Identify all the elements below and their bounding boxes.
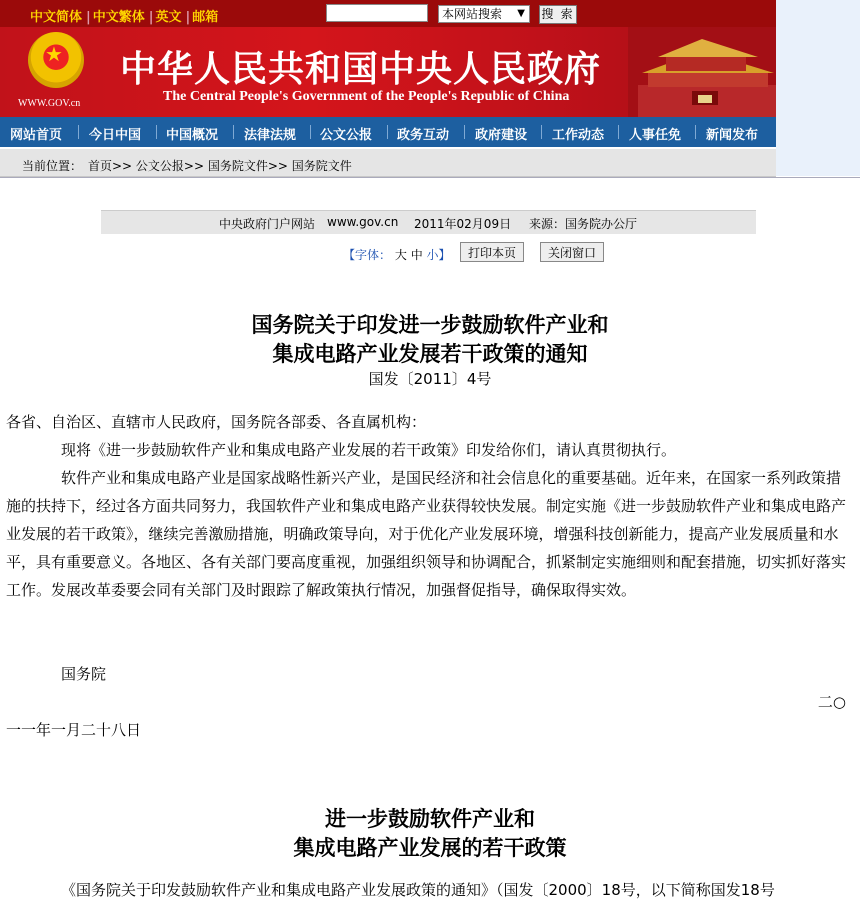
divider bbox=[464, 125, 465, 139]
lang-link-traditional[interactable]: 中文繁体 bbox=[92, 10, 145, 25]
site-title-chinese: 中华人民共和国中央人民政府 bbox=[120, 48, 602, 90]
national-emblem-icon bbox=[28, 32, 84, 88]
font-size-label: 【字体： bbox=[343, 248, 392, 262]
top-utility-bar bbox=[0, 0, 776, 27]
nav-item-china-today[interactable]: 今日中国 bbox=[89, 128, 142, 143]
attachment-title-line-2: 集成电路产业发展的若干政策 bbox=[293, 835, 567, 860]
salutation: 各省、自治区、直辖市人民政府，国务院各部委、各直属机构： bbox=[6, 413, 427, 431]
tiananmen-illustration bbox=[628, 27, 776, 117]
language-links bbox=[30, 6, 220, 25]
meta-source-site: 中央政府门户网站 bbox=[219, 217, 316, 231]
divider bbox=[233, 125, 234, 139]
divider bbox=[695, 125, 696, 139]
divider bbox=[78, 125, 79, 139]
nav-item-work-updates[interactable]: 工作动态 bbox=[552, 128, 605, 143]
close-window-button[interactable]: 关闭窗口 bbox=[540, 242, 604, 262]
nav-item-press[interactable]: 新闻发布 bbox=[706, 128, 759, 143]
nav-item-government-building[interactable]: 政府建设 bbox=[475, 128, 528, 143]
signing-date-part-2: 一一年一月二十八日 bbox=[6, 721, 142, 739]
body-paragraph-1: 现将《进一步鼓励软件产业和集成电路产业发展的若干政策》印发给你们，请认真贯彻执行。 bbox=[61, 441, 677, 459]
search-input[interactable] bbox=[326, 4, 428, 22]
font-size-small[interactable]: 小】 bbox=[426, 248, 451, 262]
search-scope-select[interactable] bbox=[438, 5, 530, 23]
meta-origin: 来源：国务院办公厅 bbox=[529, 217, 638, 231]
breadcrumb bbox=[0, 149, 776, 177]
nav-item-appointments[interactable]: 人事任免 bbox=[629, 128, 682, 143]
lang-link-mail[interactable]: 邮箱 bbox=[192, 10, 219, 25]
attachment-first-paragraph: 《国务院关于印发鼓励软件产业和集成电路产业发展政策的通知》（国发〔2000〕18号，以下简称国发18号 bbox=[61, 881, 775, 899]
font-size-large[interactable]: 大 bbox=[394, 248, 407, 262]
divider bbox=[0, 177, 860, 178]
nav-item-documents[interactable]: 公文公报 bbox=[320, 128, 373, 143]
font-size-controls bbox=[343, 246, 451, 263]
font-size-medium[interactable]: 中 bbox=[410, 248, 423, 262]
nav-item-interaction[interactable]: 政务互动 bbox=[397, 128, 450, 143]
main-navigation bbox=[0, 117, 776, 147]
body-paragraph-2: 软件产业和集成电路产业是国家战略性新兴产业，是国民经济和社会信息化的重要基础。近年来，在国家一系列政策措施的扶持下，经过各方面共同努力，我国软件产业和集成电路产业获得较快发展。制定实施《进一步鼓励软件产业和集成电路产业发展的若干政策》，继续完善激励措施，明确政策导向，对于优化产业发展环境，增强科技创新能力，提高产业发展质量和水平，具有重要意义。各地区、各有关部门要高度重视，加强组织领导和协调配合，抓紧制定实施细则和配套措施，切实抓好落实工作。发展改革委要会同有关部门及时跟踪了解政策执行情况，加强督促指导，确保取得实效。 bbox=[6, 469, 847, 599]
signer: 国务院 bbox=[61, 665, 107, 683]
print-button[interactable]: 打印本页 bbox=[460, 242, 524, 262]
right-background-strip bbox=[776, 0, 860, 176]
site-url: WWW.GOV.cn bbox=[18, 98, 81, 109]
breadcrumb-path[interactable]: 首页>> 公文公报>> 国务院文件>> 国务院文件 bbox=[88, 159, 352, 173]
document-title-line-1: 国务院关于印发进一步鼓励软件产业和 bbox=[251, 312, 609, 337]
divider: | bbox=[148, 10, 154, 25]
divider bbox=[387, 125, 388, 139]
breadcrumb-label: 当前位置： bbox=[22, 159, 83, 173]
lang-link-english[interactable]: 英文 bbox=[155, 10, 182, 25]
meta-date: 2011年02月09日 bbox=[414, 217, 512, 231]
chevron-down-icon: ▼ bbox=[517, 8, 525, 19]
nav-item-china-overview[interactable]: 中国概况 bbox=[166, 128, 219, 143]
divider bbox=[541, 125, 542, 139]
attachment-title-line-1: 进一步鼓励软件产业和 bbox=[325, 806, 535, 831]
article-meta-bar bbox=[101, 210, 756, 234]
nav-item-laws[interactable]: 法律法规 bbox=[244, 128, 297, 143]
divider: | bbox=[86, 10, 91, 25]
document-title-line-2: 集成电路产业发展若干政策的通知 bbox=[272, 341, 588, 366]
nav-item-home[interactable]: 网站首页 bbox=[10, 128, 63, 143]
site-title-english: The Central People's Government of the People's Republic of China bbox=[163, 89, 570, 104]
document-number: 国发〔2011〕4号 bbox=[368, 370, 492, 388]
star-icon: ★ bbox=[45, 42, 63, 66]
search-button[interactable]: 搜 索 bbox=[539, 5, 577, 24]
banner bbox=[0, 27, 776, 117]
lang-link-simplified[interactable]: 中文简体 bbox=[30, 10, 83, 25]
divider bbox=[156, 125, 157, 139]
meta-url: www.gov.cn bbox=[327, 215, 399, 229]
divider: | bbox=[185, 10, 191, 25]
divider bbox=[310, 125, 311, 139]
search-scope-value: 本网站搜索 bbox=[442, 7, 503, 21]
signing-date-part-1: 二○ bbox=[817, 693, 846, 711]
divider bbox=[618, 125, 619, 139]
